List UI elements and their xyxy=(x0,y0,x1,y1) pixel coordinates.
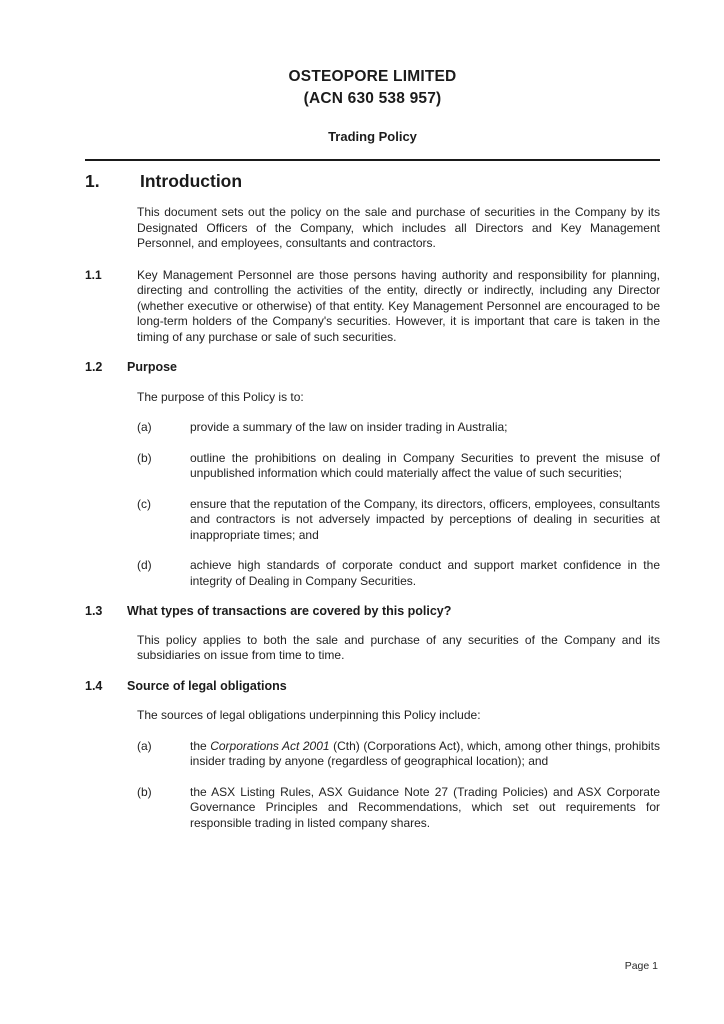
clause-1-2-lead: The purpose of this Policy is to: xyxy=(137,389,304,404)
intro-paragraph: This document sets out the policy on the sale and purchase of securities in the Company by its Designated Officers of the Company, which includes all Directors and Key Management Personnel, and employees, consultants and contractors. xyxy=(137,205,660,250)
clause-1-1-number: 1.1 xyxy=(85,267,102,282)
clause-1-3-heading xyxy=(85,604,660,620)
clause-1-4-title: Source of legal obligations xyxy=(127,678,287,693)
statute-name: Corporations Act 2001 xyxy=(210,738,330,753)
clause-1-1 xyxy=(85,268,660,346)
list-item-text: the ASX Listing Rules, ASX Guidance Note 27 (Trading Policies) and ASX Corporate Governance Principles and Recommendations, which set out requirements for responsible trading in listed company shares. xyxy=(190,784,660,830)
list-item-text: achieve high standards of corporate conduct and support market confidence in the integrity of Dealing in Company Securities. xyxy=(190,558,660,588)
company-name: OSTEOPORE LIMITED xyxy=(288,68,457,85)
list-item-1-4-b xyxy=(137,785,660,832)
list-marker: (a) xyxy=(137,738,152,753)
list-item-text: outline the prohibitions on dealing in Company Securities to prevent the misuse of unpublished information which could materially affect the value of such securities; xyxy=(190,450,660,480)
clause-1-4-lead: The sources of legal obligations underpinning this Policy include: xyxy=(137,708,481,722)
clause-1-4-heading xyxy=(85,679,660,695)
document-title: Trading Policy xyxy=(328,129,417,144)
list-marker: (d) xyxy=(137,558,152,572)
list-item-1-2-b xyxy=(137,451,660,482)
list-item-1-2-a xyxy=(137,420,660,436)
document-header xyxy=(85,66,660,145)
list-item-text: ensure that the reputation of the Company, its directors, officers, employees, consultants and contractors is not adversely impacted by perceptions of dealing in securities at inappropriate times; and xyxy=(190,496,660,542)
list-marker: (b) xyxy=(137,784,152,799)
header-divider xyxy=(85,159,660,161)
clause-1-4-number: 1.4 xyxy=(85,678,103,693)
statute-prefix: the xyxy=(190,738,211,753)
section-1-title: Introduction xyxy=(140,171,243,191)
clause-1-2-number: 1.2 xyxy=(85,360,103,374)
list-marker: (a) xyxy=(137,420,152,434)
clause-1-3-title: What types of transactions are covered by this policy? xyxy=(127,604,452,618)
page-number: Page 1 xyxy=(624,960,658,972)
list-item-text: provide a summary of the law on insider trading in Australia; xyxy=(190,420,508,434)
statute-suffix: (Cth) (Corporations Act), which, among other things, prohibits insider trading by anyone (regardless of geographical location); and xyxy=(190,738,660,768)
clause-1-2-heading xyxy=(85,360,660,376)
clause-1-3-text: This policy applies to both the sale and purchase of any securities of the Company and its subsidiaries on issue from time to time. xyxy=(137,632,660,662)
list-marker: (c) xyxy=(137,496,151,511)
list-item-1-2-c xyxy=(137,497,660,544)
clause-1-2-title: Purpose xyxy=(127,360,178,374)
list-item-1-2-d xyxy=(137,558,660,589)
company-acn: (ACN 630 538 957) xyxy=(303,90,442,107)
clause-1-1-text: Key Management Personnel are those persons having authority and responsibility for planning, directing and controlling the activities of the entity, directly or indirectly, including any Director (whether executive or otherwise) of that entity. Key Management Personnel are encouraged to be long-term holders of the Company's securities. However, it is important that care is taken in the timing of any purchase or sale of such securities. xyxy=(137,267,660,344)
list-item-1-4-a xyxy=(137,739,660,770)
clause-1-3-number: 1.3 xyxy=(85,604,103,618)
list-marker: (b) xyxy=(137,450,152,465)
section-1-heading xyxy=(85,170,660,192)
list-item-text xyxy=(190,739,660,770)
section-1-number: 1. xyxy=(85,171,100,191)
